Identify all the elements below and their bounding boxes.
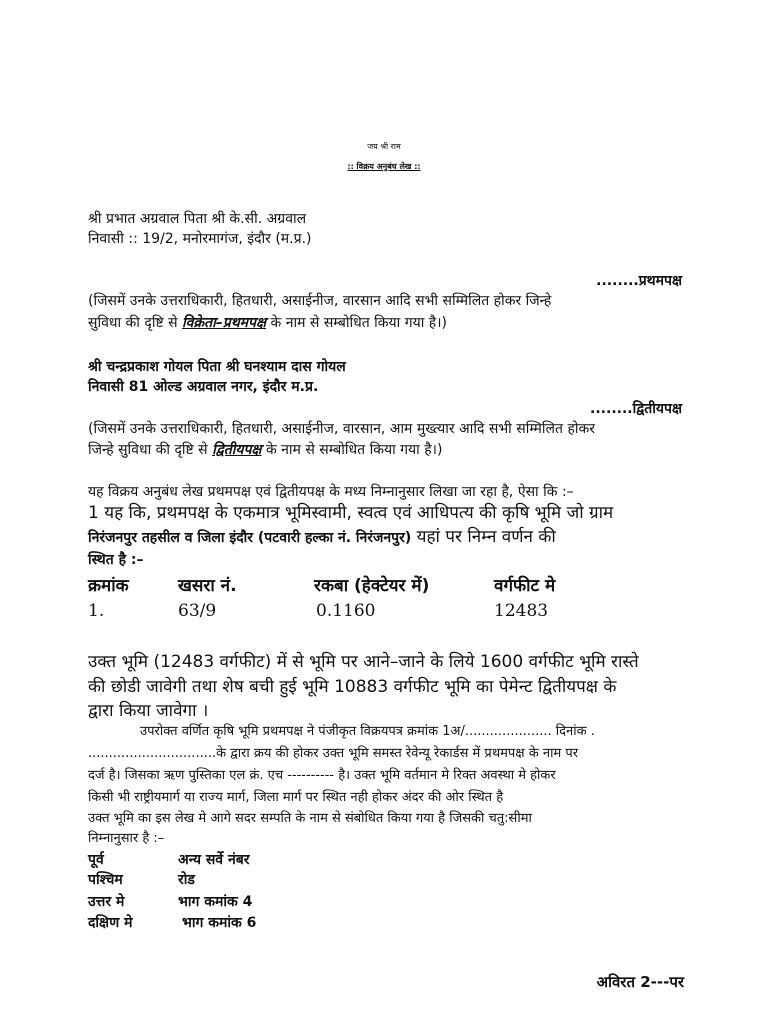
cell-serial: 1. (88, 601, 105, 621)
cell-khasra: 63/9 (178, 601, 217, 621)
cell-area: 0.1160 (316, 601, 376, 621)
header-khasra: खसरा नं. (178, 576, 237, 596)
boundary-direction: उत्तर मे (88, 894, 125, 910)
para2-line2: की छोडी जावेगी तथा शेष बची हुई भूमि 10883 वर्गफीट भूमि का पेमेन्ट द्वितीयपक्ष के (88, 677, 617, 697)
para2-line3: द्वारा किया जावेगा । (88, 701, 209, 721)
boundary-value: भाग कमांक 6 (182, 915, 257, 931)
header-area: रकबा (हेक्टेयर में) (314, 576, 430, 596)
header-sqft: वर्गफीट मे (494, 576, 556, 596)
intro-line1: यह विक्रय अनुबंध लेख प्रथमपक्ष एवं द्वितीयपक्ष के मध्य निम्नानुसार लिखा जा रहा है, ऐसा कि :– (88, 484, 574, 500)
party1-designation: विक्रेता–प्रथमपक्ष (182, 315, 267, 331)
party1-note-post: के नाम से सम्बोधित किया गया है।) (270, 315, 447, 331)
document-title (0, 158, 768, 176)
intro-line3 (88, 526, 556, 549)
boundary-value: भाग कमांक 4 (178, 894, 253, 910)
party1-note-pre: सुविधा की दृष्टि से (88, 315, 178, 331)
header-serial: क्रमांक (88, 576, 129, 596)
para3-line2: ...............................के द्वारा क्रय की होकर उक्त भूमि समस्त रेवेन्यू रेकार्डस में प्रथमपक्ष के नाम पर (88, 746, 579, 761)
document-title-text: :: विक्रय अनुबंध लेख :: (347, 162, 421, 171)
party2-designation: द्वितीयपक्ष (212, 442, 262, 458)
party2-address: निवासी 81 ओल्ड अग्रवाल नगर, इंदौर म.प्र. (88, 379, 319, 395)
para3-line4: किसी भी राष्ट्रीयमार्ग या राज्य मार्ग, जिला मार्ग पर स्थित नही होकर अंदर की ओर स्थित है (88, 790, 504, 805)
party1-role-label: ........प्रथमपक्ष (596, 273, 682, 289)
party1-note-line1: (जिसमें उनके उत्तराधिकारी, हितधारी, असाईनीज, वारसान आदि सभी सम्मिलित होकर जिन्हे (88, 293, 552, 309)
para3-line5: उक्त भूमि का इस लेख मे आगे सदर सम्पति के नाम से संबोधित किया गया है जिसकी चतु:सीमा (88, 811, 532, 826)
intro-line3-rest: यहां पर निम्न वर्णन की (416, 527, 556, 547)
intro-line2: 1 यह कि, प्रथमपक्ष के एकमात्र भूमिस्वामी, स्वत्व एवं आधिपत्य की कृषि भूमि जो ग्राम (88, 503, 614, 523)
para3-line6: निम्नानुसार है :– (88, 831, 165, 846)
boundary-direction: दक्षिण मे (88, 915, 133, 931)
para2-line1: उक्त भूमि (12483 वर्गफीट) में से भूमि पर आने–जाने के लिये 1600 वर्गफीट भूमि रास्ते (88, 652, 639, 672)
invocation: जय श्री राम (367, 142, 401, 151)
party2-role-label: ........द्वितीयपक्ष (590, 401, 682, 417)
para3-line1: उपरोक्त वर्णित कृषि भूमि प्रथमपक्ष ने पंजीकृत विक्रयपत्र क्रमांक 1अ/..................... दिनांक . (140, 724, 595, 739)
continued-marker: अविरत 2---पर (596, 973, 684, 991)
party2-name: श्री चन्द्रप्रकाश गोयल पिता श्री घनश्याम दास गोयल (88, 359, 346, 375)
party1-name: श्री प्रभात अग्रवाल पिता श्री के.सी. अग्रवाल (88, 211, 307, 227)
boundary-direction: पूर्व (88, 852, 104, 868)
intro-line4: स्थित है :– (88, 552, 144, 568)
party2-note-line2 (88, 441, 442, 459)
cell-sqft: 12483 (494, 601, 549, 621)
boundary-value: रोड (178, 872, 195, 888)
village-location: निरंजनपुर तहसील व जिला इंदौर (पटवारी हल्का नं. निरंजनपुर) (88, 530, 412, 546)
boundary-direction: पश्चिम (88, 872, 123, 888)
party1-address: निवासी :: 19/2, मनोरमागंज, इंदौर (म.प्र.) (88, 231, 312, 247)
para3-line3: दर्ज है। जिसका ऋण पुस्तिका एल क्रं. एच ---------- है। उक्त भूमि वर्तमान मे रिक्त अवस्था मे होकर (88, 768, 556, 783)
boundary-value: अन्य सर्वे नंबर (178, 852, 250, 868)
party2-note-line1: (जिसमें उनके उत्तराधिकारी, हितधारी, असाईनीज, वारसान, आम मुख्त्यार आदि सभी सम्मिलित होकर (88, 421, 595, 437)
party2-note-post: के नाम से सम्बोधित किया गया है।) (265, 442, 443, 458)
party1-note-line2 (88, 314, 447, 332)
party2-note-pre: जिन्हे सुविधा की दृष्टि से (88, 442, 208, 458)
